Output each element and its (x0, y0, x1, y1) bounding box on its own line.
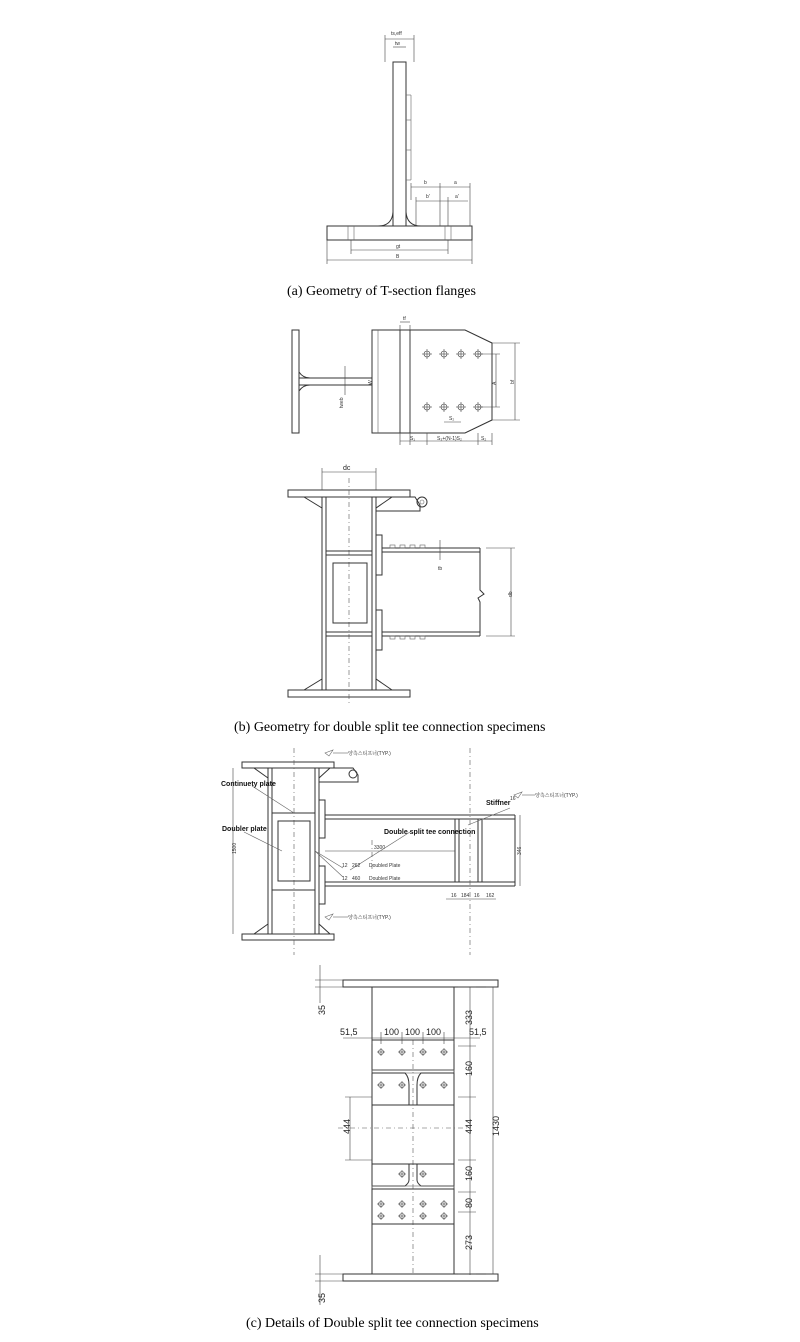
figure-c-bottom (315, 965, 501, 1305)
label-continuity-plate: Continuety plate (221, 781, 276, 788)
dim-160-bottom: 160 (464, 1165, 474, 1181)
dim-100-2: 100 (405, 1027, 421, 1037)
dim-444-left: 444 (342, 1118, 352, 1134)
label-a-prime: a' (455, 194, 459, 200)
label-tb: tb (438, 566, 443, 572)
dim-35-bottom: 35 (317, 1292, 327, 1303)
label-S3-N-S2: S₃+(N-1)S₂ (437, 436, 462, 442)
dim-1430: 1430 (491, 1115, 501, 1136)
dim-333: 333 (464, 1009, 474, 1025)
num-12b: 12 (342, 876, 348, 882)
label-dc: dc (343, 465, 351, 472)
figure-c-top (221, 748, 578, 955)
dim-80: 80 (464, 1197, 474, 1208)
label-A: A (492, 381, 498, 385)
dim-273: 273 (464, 1234, 474, 1250)
label-doubled-plate-2: Doubled Plate (369, 876, 401, 882)
weld-note-right: 양측스티프너(TYP.) (535, 793, 578, 799)
bottom-end-plate (343, 1274, 498, 1281)
beam-flange-bolts (390, 545, 425, 639)
label-S2-small: S₂ (449, 416, 455, 422)
figure-b-top (292, 316, 520, 445)
num-460: 460 (352, 876, 361, 882)
label-a: a (454, 180, 457, 186)
label-W: W (368, 380, 374, 385)
label-S1: S₁ (410, 436, 416, 442)
label-b-prime: b' (426, 194, 430, 200)
label-tf: tf (403, 316, 406, 322)
dim-100-1: 100 (384, 1027, 400, 1037)
label-b: b (424, 180, 427, 186)
label-tw: tw (395, 41, 400, 47)
label-doubler-plate: Doubler plate (222, 826, 267, 833)
label-S2-bottom: S₂ (481, 436, 487, 442)
figure-a-t-section (327, 31, 472, 264)
label-B: B (396, 254, 400, 260)
dim-51-5-right: 51,5 (469, 1027, 487, 1037)
weld-note-bottom: 양측스티프너(TYP.) (348, 915, 391, 921)
dim-1500: 1500 (232, 842, 238, 854)
caption-c: (c) Details of Double split tee connection specimens (246, 1316, 539, 1331)
label-tweb: tweb (339, 397, 345, 408)
dim-3300: 3300 (374, 845, 386, 851)
w-section-flange-left (292, 330, 299, 433)
dim-346: 346 (517, 846, 523, 855)
dim-16a: 16 (451, 893, 457, 899)
dim-16b: 16 (474, 893, 480, 899)
dim-160-top: 160 (464, 1060, 474, 1076)
t-stem (393, 62, 406, 226)
dim-35-top: 35 (317, 1004, 327, 1015)
label-doubled-plate-1: Doubled Plate (369, 863, 401, 869)
dim-162: 162 (486, 893, 495, 899)
label-stiffner: Stiffner (486, 800, 511, 807)
num-262: 262 (352, 863, 361, 869)
label-double-split-tee: Double split tee connection (384, 829, 476, 836)
weld-size: 16 (510, 796, 516, 802)
dim-51-5-left: 51,5 (340, 1027, 358, 1037)
dim-184: 184 (461, 893, 470, 899)
caption-b: (b) Geometry for double split tee connection specimens (234, 720, 546, 735)
label-gt: gt (396, 244, 401, 250)
num-12a: 12 (342, 863, 348, 869)
label-bf: bf (510, 379, 516, 384)
label-ts-eff: ts,eff (391, 31, 402, 37)
figure-b-bottom (288, 465, 515, 704)
dim-444-right: 444 (464, 1118, 474, 1134)
weld-note-top: 양측스티프너(TYP.) (348, 751, 391, 757)
top-end-plate (343, 980, 498, 987)
tee-bolts (422, 349, 483, 412)
dim-100-3: 100 (426, 1027, 442, 1037)
t-flange (327, 226, 472, 240)
label-db: db (508, 591, 514, 597)
caption-a: (a) Geometry of T-section flanges (287, 284, 476, 299)
column-face-bolts (377, 1048, 448, 1220)
